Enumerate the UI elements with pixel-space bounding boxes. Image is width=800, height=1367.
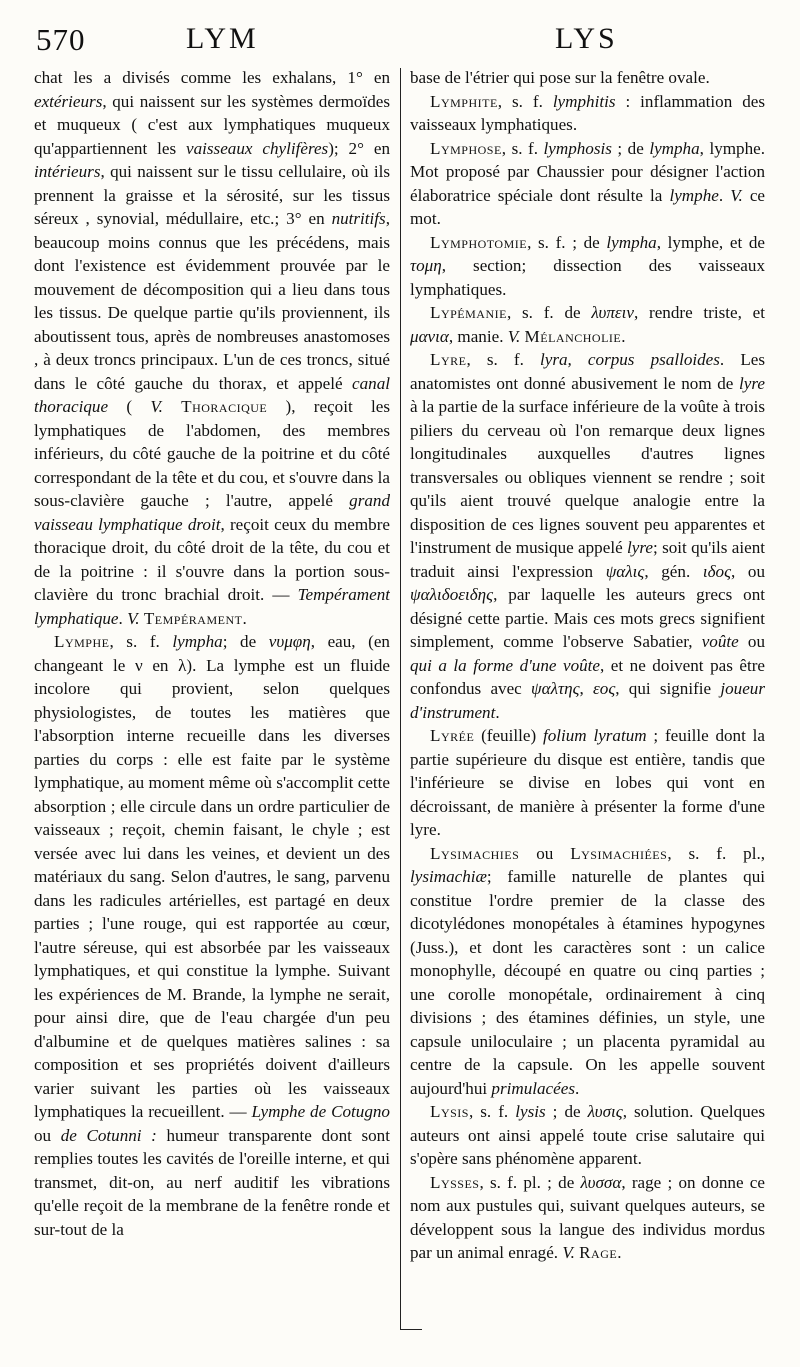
body-text: , gén. bbox=[644, 561, 703, 581]
body-text: , qui signifie bbox=[615, 679, 721, 698]
body-text: . bbox=[118, 608, 128, 628]
headword: Lyre bbox=[430, 350, 467, 369]
body-text: ; de bbox=[222, 632, 269, 651]
italic-text: εος bbox=[593, 679, 616, 698]
body-text: chat les a divisés comme les exhalans, 1° en bbox=[34, 68, 390, 87]
body-text: ou bbox=[34, 1125, 61, 1145]
italic-text: λυσσα bbox=[580, 1172, 622, 1192]
headword: Thoracique bbox=[181, 397, 268, 416]
body-text bbox=[163, 397, 181, 416]
body-text: , eau, (en changeant le ν en λ). La lymphe est un fluide incolore qui provient, selon quelques physiologistes, de toutes les matières que l'absorption interne recueille dans les diverses parties du corps : elle est faite par le système lymphatique, au moment même où s'accomplit cette absorption ; elle circule dans un ordre particulier de vaisseaux ; reçoit, chemin faisant, le chyle ; est versée avec lui dans les veines, et devient un des matériaux du sang. Selon d'autres, le sang, parvenu dans les radicules artérielles, est partagé en deux parties ; l'une rouge, qui est rapportée au cœur, l'autre séreuse, qui est absorbée par les vaisseaux lymphatiques, et qui constitue la lymphe. Suivant les expériences de M. Brande, la lymphe ne serait, pour ainsi dire, que de l'eau chargée d'un peu d'albumine et de quelques matières salines : sa composition et ses propriétés doivent d'ailleurs varier suivant les parties où les vaisseaux lymphatiques la recueillent. — bbox=[34, 632, 390, 1121]
body-text: , lymphe, et de bbox=[656, 232, 765, 252]
body-text: , par laquelle les auteurs grecs ont désigné cette partie. Mais ces mots grecs signifient simplement, comme l'observe Sabatier, bbox=[410, 585, 765, 651]
italic-text: canal thoracique bbox=[34, 373, 390, 416]
entry-lymphite bbox=[410, 90, 765, 137]
body-text: , rage ; on donne ce nom aux pustules qui, suivant quelques auteurs, se développent sous la langue des individus mordus par un animal enragé. bbox=[410, 1172, 765, 1262]
italic-text: lyra, corpus psalloides bbox=[540, 350, 720, 369]
italic-text: V. bbox=[730, 185, 743, 205]
italic-text: ψαλτης bbox=[531, 679, 580, 698]
body-text: , s. f. bbox=[466, 350, 540, 369]
entry-lymphose bbox=[410, 137, 765, 231]
body-text: . bbox=[495, 702, 500, 722]
entry-lyre bbox=[410, 348, 765, 724]
italic-text: lymphosis bbox=[543, 138, 612, 158]
running-header bbox=[0, 22, 800, 70]
body-text: , s. f. bbox=[497, 91, 553, 111]
italic-text: Lymphe de Cotugno bbox=[251, 1102, 390, 1121]
entry-continuation bbox=[34, 66, 390, 630]
body-text: ce mot. bbox=[410, 185, 765, 228]
italic-text: de Cotunni : bbox=[60, 1125, 157, 1145]
entry-lymphotomie bbox=[410, 231, 765, 302]
right-column bbox=[410, 66, 765, 1336]
italic-text: ψαλιδοειδης bbox=[410, 585, 494, 604]
italic-text: V. bbox=[507, 326, 521, 346]
body-text: , reçoit ceux du membre thoracique droit, du côté droit de la tête, du cou et de la poitrine : il s'ouvre dans la portion sous-clavière du tronc brachial droit. — bbox=[34, 514, 390, 604]
italic-text: Tempérament lymphatique bbox=[34, 585, 390, 628]
body-text: ou bbox=[738, 632, 765, 651]
right-running-head: LYS bbox=[555, 22, 618, 55]
italic-text: nutritifs bbox=[331, 209, 386, 228]
headword: Lysimachies bbox=[430, 843, 520, 863]
headword: Lyrée bbox=[430, 726, 475, 745]
italic-text: V. bbox=[150, 397, 163, 416]
body-text: , s. f. bbox=[501, 138, 544, 158]
body-text: , beaucoup moins connus que les précédens, mais dont l'existence est évidemment prouvée par le mouvement de décomposition qui a lieu dans tous les tissus. De quelque partie qu'ils proviennent, ils aboutissent tous, après de nombreuses anastomoses , à deux troncs principaux. L'un de ces troncs, situé dans le côté gauche du thorax, et appelé bbox=[34, 209, 390, 393]
body-text: base de l'étrier qui pose sur la fenêtre ovale. bbox=[410, 68, 710, 87]
body-text: , bbox=[579, 679, 594, 698]
italic-text: μανια bbox=[410, 326, 449, 346]
body-text: . Les anatomistes ont donné abusivement le nom de bbox=[410, 350, 765, 393]
italic-text: V. bbox=[127, 608, 140, 628]
italic-text: grand vaisseau lymphatique droit bbox=[34, 491, 390, 534]
entry-lyree bbox=[410, 724, 765, 842]
entry-lysis bbox=[410, 1100, 765, 1171]
headword: Lypémanie bbox=[430, 303, 507, 322]
body-text: , lymphe. Mot proposé par Chaussier pour désigner l'action élaboratrice spéciale dont résulte la bbox=[410, 138, 765, 205]
entry-lymphe bbox=[34, 630, 390, 1241]
body-text: , manie. bbox=[448, 326, 508, 346]
italic-text: τομη bbox=[410, 256, 442, 275]
body-text: ; de bbox=[611, 138, 650, 158]
body-text: , rendre triste, et bbox=[633, 303, 765, 322]
italic-text: lymphe bbox=[669, 185, 719, 205]
headword: Lymphite bbox=[430, 91, 498, 111]
body-text: . bbox=[621, 326, 626, 346]
italic-text: λυσις bbox=[587, 1102, 623, 1121]
italic-text: lysimachiæ bbox=[410, 867, 487, 886]
italic-text: folium lyratum bbox=[542, 726, 647, 745]
left-running-head: LYM bbox=[186, 22, 259, 55]
entry-lypemanie bbox=[410, 301, 765, 348]
body-text: (feuille) bbox=[474, 726, 543, 745]
italic-text: lympha bbox=[606, 232, 657, 252]
body-text: ; feuille dont la partie supérieure du disque est entière, tandis que l'inférieure se divise en lobes qui vont en décroissant, de manière à présenter la forme d'une lyre. bbox=[410, 726, 765, 839]
body-text: ; famille naturelle de plantes qui constitue l'ordre premier de la classe des dicotylédones monopétales à étamines hypogynes (Juss.), et dont les caractères sont : un calice monophylle, découpé en quatre ou cinq parties ; une corolle monopétale, ordinairement à cinq divisions ; des étamines définies, un style, une capsule uniloculaire ; un placenta pyramidal au centre de la capsule. On les appelle souvent aujourd'hui bbox=[410, 867, 765, 1098]
italic-text: λυπειν bbox=[591, 303, 634, 322]
page-number: 570 bbox=[36, 22, 86, 57]
body-text: ), reçoit les lymphatiques de l'abdomen, des membres inférieurs, du côté gauche de la poitrine et du côté correspondant de la tête et du cou, et s'ouvre dans la sous-clavière gauche ; l'autre, appelé bbox=[34, 397, 390, 510]
italic-text: ιδος bbox=[702, 561, 732, 581]
body-text: , s. f. pl. ; de bbox=[479, 1172, 581, 1192]
body-text: , s. f. ; de bbox=[527, 232, 607, 252]
column-divider bbox=[400, 68, 401, 1330]
body-text: , et ne doivent pas être confondus avec bbox=[410, 655, 765, 698]
body-text: ); 2° en bbox=[328, 138, 390, 158]
italic-text: lympha bbox=[172, 632, 223, 651]
body-text: , qui naissent sur le tissu cellulaire, où ils prennent la graisse et la sérosité, sur les tissus séreux , synovial, médullaire, etc.; 3° en bbox=[34, 162, 390, 228]
headword: Lysimachiées bbox=[570, 843, 668, 863]
headword: Lymphose bbox=[430, 138, 502, 158]
headword: Lymphotomie bbox=[430, 232, 528, 252]
italic-text: primulacées bbox=[491, 1078, 575, 1098]
headword: Lysis bbox=[430, 1102, 469, 1121]
headword: Tempérament bbox=[143, 608, 243, 628]
left-column bbox=[34, 66, 390, 1336]
italic-text: V. bbox=[562, 1243, 575, 1262]
italic-text: νυμφη bbox=[268, 632, 311, 651]
entry-lysses bbox=[410, 1171, 765, 1265]
body-text: ou bbox=[519, 843, 571, 863]
body-text: ; de bbox=[545, 1102, 588, 1121]
body-text: , s. f. de bbox=[506, 303, 592, 322]
body-text: humeur transparente dont sont remplies toutes les cavités de l'oreille interne, et qui transmet, dit-on, au nerf auditif les vibrations qu'elle reçoit de la membrane de la fenêtre ronde et sur-tout de la bbox=[34, 1125, 390, 1239]
body-text: , ou bbox=[731, 561, 765, 581]
headword: Mélancholie bbox=[524, 326, 622, 346]
italic-text: lysis bbox=[515, 1102, 546, 1121]
body-text: ( bbox=[108, 397, 151, 416]
body-text: , s. f. bbox=[109, 632, 173, 651]
italic-text: qui a la forme d'une voûte bbox=[410, 655, 601, 675]
body-text: . bbox=[718, 185, 731, 205]
body-text: , solution. Quelques auteurs ont ainsi appelé toute crise salutaire qui s'opère sans phénomène apparent. bbox=[410, 1102, 765, 1168]
body-text: . bbox=[617, 1243, 622, 1262]
body-text: : inflammation des vaisseaux lymphatiques. bbox=[410, 91, 765, 134]
headword: Lymphe bbox=[54, 632, 110, 651]
italic-text: ψαλις bbox=[605, 561, 645, 581]
italic-text: vaisseaux chylifères bbox=[186, 138, 329, 158]
body-text: . bbox=[242, 608, 247, 628]
italic-text: voûte bbox=[701, 632, 739, 651]
italic-text: extérieurs bbox=[34, 91, 103, 111]
headword: Rage bbox=[579, 1243, 618, 1262]
italic-text: lymphitis bbox=[552, 91, 616, 111]
italic-text: joueur d'instrument bbox=[410, 679, 765, 722]
entry-continuation bbox=[410, 66, 765, 90]
italic-text: lyre bbox=[739, 373, 765, 393]
body-text: . bbox=[574, 1078, 580, 1098]
body-text: , s. f. bbox=[468, 1102, 516, 1121]
italic-text: lyre bbox=[627, 538, 653, 557]
italic-text: intérieurs bbox=[34, 162, 101, 181]
headword: Lysses bbox=[430, 1172, 480, 1192]
body-text: , section; dissection des vaisseaux lymphatiques. bbox=[410, 256, 765, 299]
body-text: , qui naissent sur les systèmes dermoïdes et muqueux ( c'est aux lymphatiques muqueux qu'appartiennent les bbox=[34, 91, 390, 158]
italic-text: lympha bbox=[649, 138, 700, 158]
body-text: à la partie de la surface inférieure de la voûte à trois piliers du cerveau où l'on remarque deux lignes longitudinales auxquelles d'autres lignes transversales ou obliques viennent se rendre ; soit qu'ils aient trouvé quelque analogie entre la disposition de ces lignes souvent peu apparentes et l'instrument de musique appelé bbox=[410, 397, 765, 557]
entry-lysimachies bbox=[410, 842, 765, 1101]
body-text: ; soit qu'ils aient traduit ainsi l'expression bbox=[410, 538, 765, 581]
body-text: , s. f. pl., bbox=[667, 843, 765, 863]
